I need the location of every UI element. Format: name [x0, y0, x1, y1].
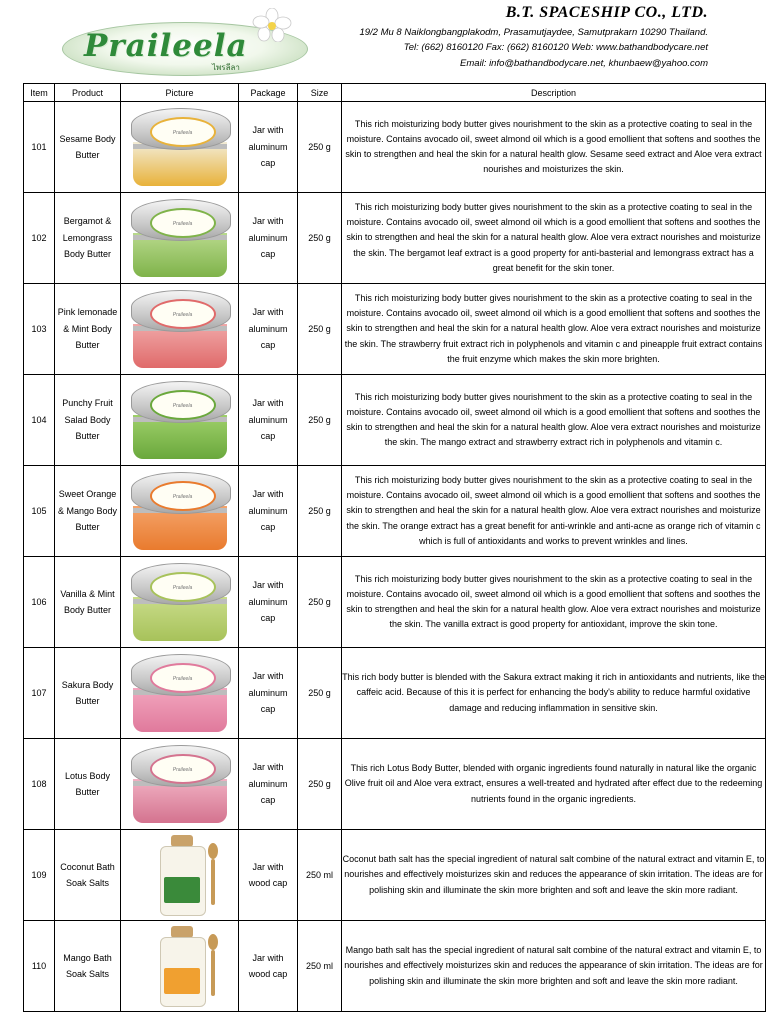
item-number: 105 [24, 466, 55, 557]
body-butter-jar-image: Praileela [131, 106, 229, 188]
package-cell [239, 102, 298, 193]
description-text: This rich moisturizing body butter gives nourishment to the skin as a protective coating to seal in the moisture. Contains avocado oil, sweet almond oil which is a good emollient that softens and soothes the skin to strengthen and heal the skin for a natural health glow. Aloe vera extract nourishes and moisturize the skin. The bergamot leaf extract is a good property for anti-basterial and lemongrass extract has a great benefit for the skin toner. [342, 193, 766, 284]
product-name-cell [55, 648, 121, 739]
column-header-description: Description [342, 84, 766, 102]
bath-salt-bottle-image [156, 926, 208, 1006]
package-cell [239, 375, 298, 466]
product-picture-cell [121, 102, 239, 193]
size-value: 250 ml [298, 830, 342, 921]
product-picture [128, 285, 232, 373]
table-row [24, 375, 766, 466]
body-butter-jar-image: Praileela [131, 288, 229, 370]
item-number: 109 [24, 830, 55, 921]
table-row [24, 193, 766, 284]
size-value: 250 g [298, 102, 342, 193]
product-picture-cell [121, 921, 239, 1012]
table-row [24, 102, 766, 193]
package-text: Jar with aluminum cap [248, 125, 288, 169]
description-text: This rich Lotus Body Butter, blended with organic ingredients found naturally in natural like the organic Olive fruit oil and Aloe vera extract, ensures a well-treated and hydrated after effect due to the redeeming nutrients found in the organic ingredients. [342, 739, 766, 830]
product-picture-cell [121, 193, 239, 284]
product-picture [128, 558, 232, 646]
product-picture [128, 831, 232, 919]
table-row [24, 466, 766, 557]
product-name: Sweet Orange & Mango Body Butter [57, 489, 118, 533]
product-picture [128, 467, 232, 555]
package-text: Jar with aluminum cap [248, 580, 288, 624]
column-header-picture: Picture [121, 84, 239, 102]
body-butter-jar-image: Praileela [131, 470, 229, 552]
product-name: Pink lemonade & Mint Body Butter [57, 307, 118, 351]
body-butter-jar-image: Praileela [131, 561, 229, 643]
product-picture-cell [121, 466, 239, 557]
package-text: Jar with aluminum cap [248, 671, 288, 715]
package-cell [239, 921, 298, 1012]
product-picture [128, 194, 232, 282]
table-row [24, 648, 766, 739]
package-cell [239, 284, 298, 375]
product-name-cell [55, 739, 121, 830]
product-name: Sakura Body Butter [61, 679, 114, 706]
description-text: This rich moisturizing body butter gives nourishment to the skin as a protective coating to seal in the moisture. Contains avocado oil, sweet almond oil which is a good emollient that softens and soothes the skin to strengthen and heal the skin for a natural health glow. Aloe vera extract nourishes and moisturize the skin. The mango extract and strawberry extract rich in polyphenols and vitamin c. [342, 375, 766, 466]
package-cell [239, 466, 298, 557]
product-name: Sesame Body Butter [59, 133, 116, 160]
description-text: This rich body butter is blended with the Sakura extract making it rich in antioxidants and nutrients, like the caffeic acid. Because of this it is perfect for enhancing the body's ability to reduce harmful oxidative damage and reducing inflammation in sensitive skin. [342, 648, 766, 739]
product-catalog-table [23, 83, 766, 1012]
product-picture-cell [121, 284, 239, 375]
size-value: 250 g [298, 193, 342, 284]
item-number: 108 [24, 739, 55, 830]
column-header-size: Size [298, 84, 342, 102]
package-cell [239, 193, 298, 284]
product-picture-cell [121, 830, 239, 921]
brand-logo [62, 8, 308, 74]
product-name-cell [55, 284, 121, 375]
logo-thai-text: ไพรลีลา [212, 63, 240, 72]
item-number: 106 [24, 557, 55, 648]
description-text: Coconut bath salt has the special ingredient of natural salt combine of the natural extract and vitamin E, to nourishes and effectively moisturizes skin and reduces the appearance of skin irritation. The ideas are for polishing skin and illuminate the skin more brighten and soft and leave the skin more radiant. [342, 830, 766, 921]
description-text: Mango bath salt has the special ingredient of natural salt combine of the natural extract and vitamin E, to nourishes and effectively moisturizes skin and reduces the appearance of skin irritation. The ideas are for polishing skin and illuminate the skin more brighten and soft and leave the skin more radiant. [342, 921, 766, 1012]
product-picture-cell [121, 557, 239, 648]
wooden-spoon-image [208, 843, 218, 905]
company-email: Email: info@bathandbodycare.net, khunbaew@yahoo.com [460, 58, 708, 69]
product-name: Bergamot & Lemongrass Body Butter [62, 216, 113, 260]
product-name-cell [55, 375, 121, 466]
product-name: Coconut Bath Soak Salts [60, 861, 115, 888]
body-butter-jar-image: Praileela [131, 652, 229, 734]
size-value: 250 ml [298, 921, 342, 1012]
product-name-cell [55, 830, 121, 921]
product-name: Mango Bath Soak Salts [63, 952, 112, 979]
description-text: This rich moisturizing body butter gives nourishment to the skin as a protective coating to seal in the moisture. Contains avocado oil, sweet almond oil which is a good emollient that softens and soothes the skin to strengthen and heal the skin for a natural health glow. Sesame seed extract and Aloe vera extract nourishes and moisturizes the skin. [342, 102, 766, 193]
company-name: B.T. SPACESHIP CO., LTD. [505, 4, 708, 21]
package-text: Jar with aluminum cap [248, 216, 288, 260]
product-picture-cell [121, 648, 239, 739]
flower-icon [252, 8, 292, 42]
table-row [24, 557, 766, 648]
product-name-cell [55, 921, 121, 1012]
column-header-item: Item [24, 84, 55, 102]
bath-salt-bottle-image [156, 835, 208, 915]
package-text: Jar with aluminum cap [248, 398, 288, 442]
table-row [24, 830, 766, 921]
size-value: 250 g [298, 648, 342, 739]
package-cell [239, 648, 298, 739]
item-number: 110 [24, 921, 55, 1012]
item-number: 104 [24, 375, 55, 466]
product-name: Vanilla & Mint Body Butter [60, 588, 115, 615]
package-text: Jar with aluminum cap [248, 307, 288, 351]
description-text: This rich moisturizing body butter gives nourishment to the skin as a protective coating to seal in the moisture. Contains avocado oil, sweet almond oil which is a good emollient that softens and soothes the skin to strengthen and heal the skin for a natural health glow. Aloe vera extract nourishes and moisturize the skin. The strawberry fruit extract rich in polyphenols and vitamin c and pineapple fruit extract contains the fruit enzyme which makes the skin more brighten. [342, 284, 766, 375]
product-picture [128, 740, 232, 828]
company-address: 19/2 Mu 8 Naiklongbangplakodm, Prasamutjaydee, Samutprakarn 10290 Thailand. [359, 27, 708, 38]
product-picture [128, 922, 232, 1010]
item-number: 107 [24, 648, 55, 739]
table-row [24, 921, 766, 1012]
body-butter-jar-image: Praileela [131, 743, 229, 825]
package-text: Jar with wood cap [248, 861, 288, 888]
product-name-cell [55, 193, 121, 284]
item-number: 101 [24, 102, 55, 193]
product-picture [128, 376, 232, 464]
product-picture-cell [121, 739, 239, 830]
table-row [24, 739, 766, 830]
table-header-row [24, 84, 766, 102]
table-row [24, 284, 766, 375]
body-butter-jar-image: Praileela [131, 379, 229, 461]
package-cell [239, 830, 298, 921]
wooden-spoon-image [208, 934, 218, 996]
product-picture-cell [121, 375, 239, 466]
product-name: Lotus Body Butter [64, 770, 111, 797]
product-name: Punchy Fruit Salad Body Butter [62, 398, 113, 442]
product-name-cell [55, 102, 121, 193]
package-text: Jar with wood cap [248, 952, 288, 979]
size-value: 250 g [298, 284, 342, 375]
package-text: Jar with aluminum cap [248, 762, 288, 806]
body-butter-jar-image: Praileela [131, 197, 229, 279]
item-number: 103 [24, 284, 55, 375]
item-number: 102 [24, 193, 55, 284]
product-picture [128, 103, 232, 191]
product-name-cell [55, 557, 121, 648]
product-name-cell [55, 466, 121, 557]
company-contact: Tel: (662) 8160120 Fax: (662) 8160120 Web: www.bathandbodycare.net [403, 42, 708, 53]
column-header-package: Package [239, 84, 298, 102]
size-value: 250 g [298, 375, 342, 466]
column-header-product: Product [55, 84, 121, 102]
logo-text: Praileela [84, 28, 248, 64]
description-text: This rich moisturizing body butter gives nourishment to the skin as a protective coating to seal in the moisture. Contains avocado oil, sweet almond oil which is a good emollient that softens and soothes the skin to strengthen and heal the skin for a natural health glow. Aloe vera extract nourishes and moisturize the skin. The vanilla extract is good property for antioxidant, improve the skin tone. [342, 557, 766, 648]
size-value: 250 g [298, 739, 342, 830]
size-value: 250 g [298, 557, 342, 648]
package-text: Jar with aluminum cap [248, 489, 288, 533]
product-picture [128, 649, 232, 737]
package-cell [239, 739, 298, 830]
package-cell [239, 557, 298, 648]
description-text: This rich moisturizing body butter gives nourishment to the skin as a protective coating to seal in the moisture. Contains avocado oil, sweet almond oil which is a good emollient that softens and soothes the skin to strengthen and heal the skin for a natural health glow. Aloe vera extract nourishes and moisturize the skin. The orange extract has a great benefit for anti-wrinkle and anti-acne as orange rich of vitamin c which is full of antioxidants and works to prevent wrinkles and lines. [342, 466, 766, 557]
size-value: 250 g [298, 466, 342, 557]
